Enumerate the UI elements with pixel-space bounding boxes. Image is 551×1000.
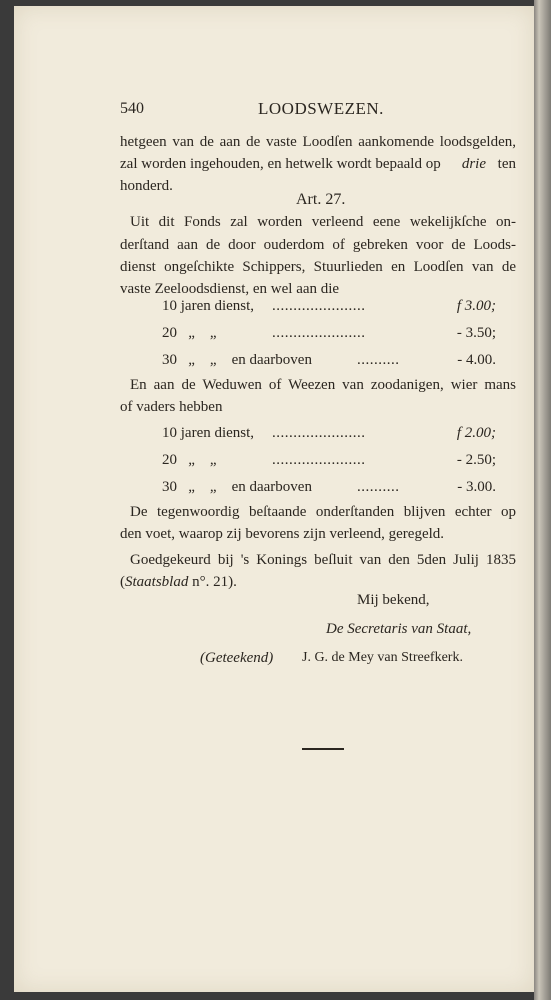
article-heading: Art. 27. <box>296 191 346 208</box>
text-line: vaste Zeeloodsdienst, en wel aan die <box>120 281 340 297</box>
table-row-label: 30 „ „ en daarboven <box>162 479 312 495</box>
table-row-label: 20 „ „ <box>162 452 217 468</box>
table-row-amount: - 3.00. <box>457 479 496 495</box>
text-line: dienst ongeſchikte Schippers, Stuurlieden en Loodſen van de <box>120 259 516 275</box>
end-rule <box>302 748 344 750</box>
table-row-dots: .......... <box>357 352 400 368</box>
text-span: ( <box>120 574 125 590</box>
running-header: LOODSWEZEN. <box>258 99 384 118</box>
text-line: den voet, waarop zij bevorens zijn verleend, geregeld. <box>120 526 445 542</box>
signature-line: (Geteekend) <box>200 650 274 666</box>
table-row-amount: f 2.00; <box>456 425 496 441</box>
text-line: honderd. <box>120 178 173 194</box>
table-row-amount: - 2.50; <box>456 452 496 468</box>
page-edge <box>534 0 551 1000</box>
italic-word: Staatsblad <box>125 574 189 590</box>
text-line: of vaders hebben <box>120 399 223 415</box>
table-row-amount: - 4.00. <box>457 352 496 368</box>
text-line: derſtand aan de door ouderdom of gebreken voor de Loods- <box>120 237 516 253</box>
table-row-label: 30 „ „ en daarboven <box>162 352 312 368</box>
text-line <box>120 157 516 172</box>
signatory-name: J. G. de Mey van Streefkerk. <box>302 650 463 665</box>
book-page <box>14 6 534 992</box>
table-row-amount: - 3.50; <box>456 325 496 341</box>
table-row-label: 10 jaren dienst, <box>162 298 255 314</box>
text-span: n°. 21). <box>188 574 237 590</box>
table-row-dots: ...................... <box>272 425 366 441</box>
table-row-label: 20 „ „ <box>162 325 217 341</box>
table-row-dots: ...................... <box>272 325 366 341</box>
table-row-dots: .......... <box>357 479 400 495</box>
signature-line: De Secretaris van Staat, <box>326 621 472 637</box>
text-line: En aan de Weduwen of Weezen van zoodanigen, wier mans <box>130 377 516 393</box>
table-row-label: 10 jaren dienst, <box>162 425 255 441</box>
italic-word: drie <box>461 156 486 172</box>
table-row-dots: ...................... <box>272 452 366 468</box>
text-line <box>120 575 237 590</box>
table-row-dots: ...................... <box>272 298 366 314</box>
text-span: ten <box>497 156 516 172</box>
text-line: Uit dit Fonds zal worden verleend eene wekelijkſche on- <box>130 214 516 230</box>
text-line: Goedgekeurd bij 's Konings beſluit van den 5den Julij 1835 <box>130 552 516 568</box>
page-number: 540 <box>120 100 144 117</box>
text-line: De tegenwoordig beſtaande onderſtanden blijven echter op <box>130 504 516 520</box>
signature-line: Mij bekend, <box>357 592 430 608</box>
text-line: hetgeen van de aan de vaste Loodſen aankomende loodsgelden, <box>120 134 516 150</box>
text-span: zal worden ingehouden, en hetwelk wordt bepaald op <box>120 156 441 172</box>
table-row-amount: f 3.00; <box>456 298 496 314</box>
